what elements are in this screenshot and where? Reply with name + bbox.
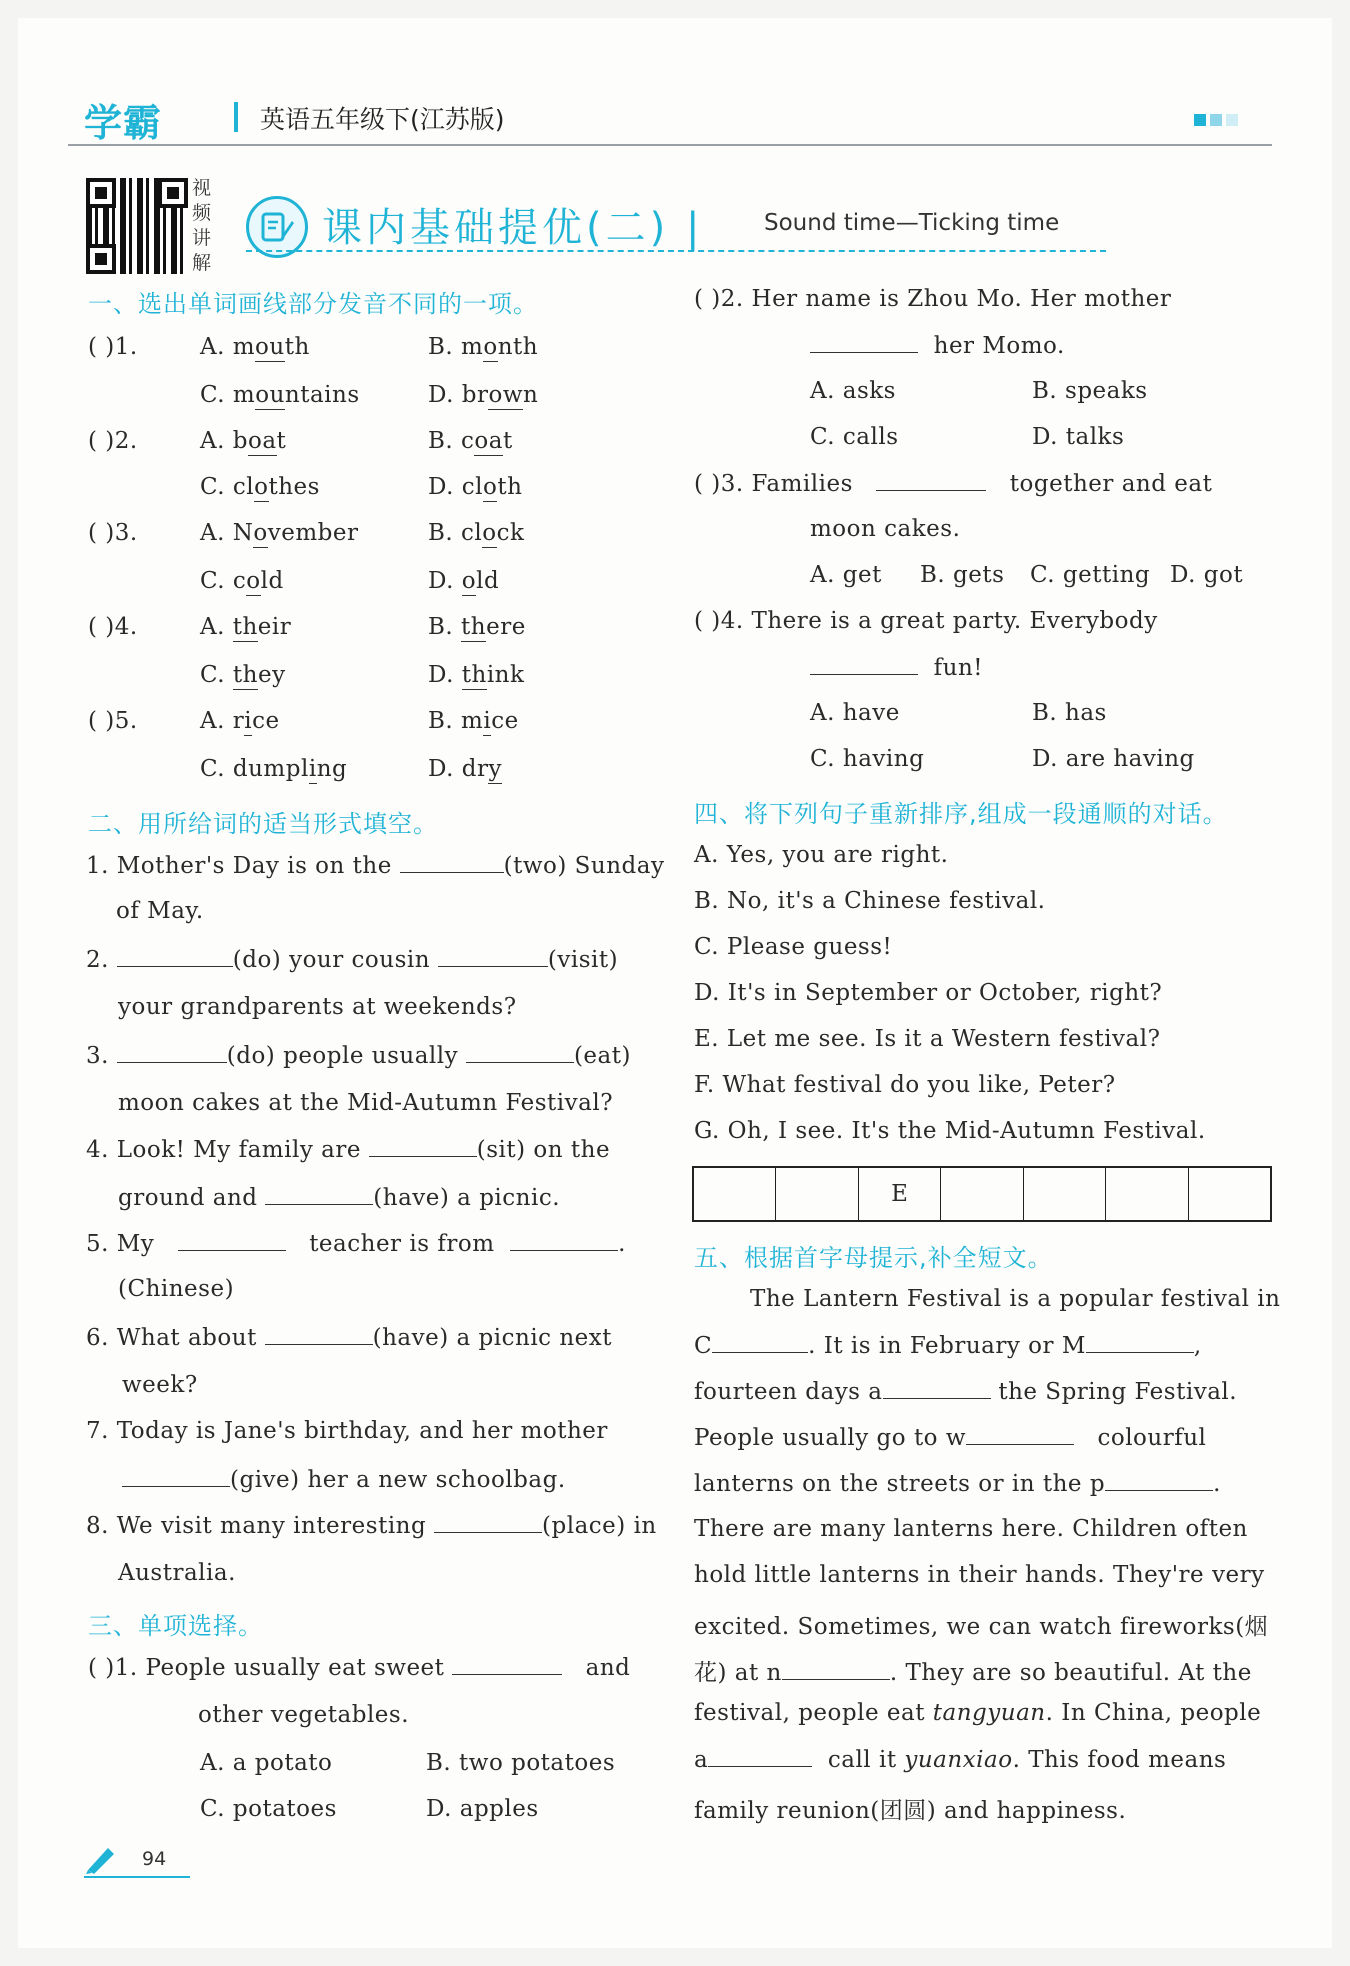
- option: C. potatoes: [200, 1796, 337, 1822]
- passage-line: family reunion(团圆) and happiness.: [694, 1798, 1127, 1824]
- s2-q7-cont: (give) her a new schoolbag.: [122, 1466, 566, 1493]
- passage-line: People usually go to w colourful: [694, 1425, 1207, 1451]
- option: D. got: [1170, 562, 1244, 588]
- section-1-title: 一、选出单词画线部分发音不同的一项。: [88, 290, 538, 318]
- s2-q4-cont: ground and (have) a picnic.: [118, 1185, 561, 1211]
- s3-q4: ( )4. There is a great party. Everybody: [694, 608, 1158, 634]
- passage-line: fourteen days a the Spring Festival.: [694, 1379, 1238, 1405]
- s2-q1-cont: of May.: [116, 898, 204, 924]
- option: B. has: [1032, 700, 1107, 726]
- s3-q3: ( )3. Families together and eat: [694, 471, 1213, 497]
- answer-blank[interactable]: [122, 1466, 230, 1487]
- answer-blank[interactable]: [1105, 1470, 1213, 1491]
- answer-blank[interactable]: [510, 1230, 618, 1251]
- page-number: 94: [142, 1848, 167, 1870]
- option: B. speaks: [1032, 378, 1148, 404]
- s2-q7: 7. Today is Jane's birthday, and her mother: [86, 1418, 608, 1444]
- option: D. are having: [1032, 746, 1195, 772]
- answer-blank[interactable]: [117, 946, 233, 967]
- answer-blank[interactable]: [265, 1184, 373, 1205]
- s3-q2: ( )2. Her name is Zhou Mo. Her mother: [694, 286, 1172, 312]
- s2-q1: 1. Mother's Day is on the (two) Sunday: [86, 853, 665, 879]
- passage-line: C . It is in February or M ,: [694, 1333, 1202, 1359]
- running-header: [68, 92, 1272, 146]
- answer-cell[interactable]: [694, 1168, 776, 1220]
- answer-blank[interactable]: [708, 1746, 812, 1767]
- answer-blank[interactable]: [876, 470, 986, 491]
- s2-q8-cont: Australia.: [118, 1560, 236, 1586]
- dialogue-line: E. Let me see. Is it a Western festival?: [694, 1026, 1161, 1052]
- option: C. having: [810, 746, 925, 772]
- answer-blank[interactable]: [1086, 1332, 1194, 1353]
- notebook-pencil-icon: [246, 196, 308, 258]
- answer-blank[interactable]: [117, 1042, 227, 1063]
- option: A. asks: [810, 378, 896, 404]
- section-5-title: 五、根据首字母提示,补全短文。: [694, 1244, 1053, 1272]
- qr-code-icon[interactable]: [86, 178, 188, 274]
- order-answer-table: [692, 1166, 1272, 1222]
- section-2-title: 二、用所给词的适当形式填空。: [88, 810, 438, 838]
- s2-q3-cont: moon cakes at the Mid-Autumn Festival?: [118, 1090, 614, 1116]
- dialogue-line: F. What festival do you like, Peter?: [694, 1072, 1116, 1098]
- banner-dashed-line: [246, 250, 1106, 252]
- s2-q5: 5. My teacher is from .: [86, 1231, 626, 1257]
- s2-q4: 4. Look! My family are (sit) on the: [86, 1137, 611, 1163]
- s3-q1: ( )1. People usually eat sweet and: [88, 1655, 631, 1681]
- dialogue-line: A. Yes, you are right.: [694, 842, 949, 868]
- option: D. talks: [1032, 424, 1125, 450]
- s3-q4-cont: fun!: [810, 654, 983, 681]
- answer-blank[interactable]: [369, 1136, 477, 1157]
- video-label: 视 频 讲 解: [192, 177, 212, 274]
- answer-cell[interactable]: [941, 1168, 1023, 1220]
- passage-line: a call it yuanxiao. This food means: [694, 1747, 1227, 1773]
- header-square-icon: [1194, 114, 1206, 126]
- s2-q6: 6. What about (have) a picnic next: [86, 1325, 613, 1351]
- answer-blank[interactable]: [782, 1659, 890, 1680]
- footer-line: [84, 1876, 190, 1878]
- s2-q8: 8. We visit many interesting (place) in: [86, 1513, 657, 1539]
- s3-q2-cont: her Momo.: [810, 332, 1065, 359]
- option: B. gets: [920, 562, 1005, 588]
- answer-cell[interactable]: [1024, 1168, 1106, 1220]
- answer-blank[interactable]: [466, 1042, 574, 1063]
- section-3-title: 三、单项选择。: [88, 1612, 263, 1640]
- answer-blank[interactable]: [434, 1512, 542, 1533]
- dialogue-line: C. Please guess!: [694, 934, 893, 960]
- passage-line: festival, people eat tangyuan. In China, people: [694, 1700, 1262, 1726]
- answer-cell[interactable]: [1189, 1168, 1270, 1220]
- answer-blank[interactable]: [810, 654, 918, 675]
- section-banner-subtitle: Sound time—Ticking time: [764, 210, 1060, 236]
- s2-q6-cont: week?: [122, 1372, 198, 1398]
- answer-blank[interactable]: [265, 1324, 373, 1345]
- pencil-icon: [84, 1844, 118, 1874]
- answer-blank[interactable]: [966, 1424, 1074, 1445]
- option: B. two potatoes: [426, 1750, 616, 1776]
- option: A. get: [810, 562, 882, 588]
- s2-q2: 2. (do) your cousin (visit): [86, 947, 619, 973]
- option: D. apples: [426, 1796, 539, 1822]
- answer-blank[interactable]: [712, 1332, 808, 1353]
- answer-blank[interactable]: [178, 1230, 286, 1251]
- section-banner-title: 课内基础提优(二) |: [322, 205, 704, 251]
- s2-q5-cont: (Chinese): [118, 1276, 235, 1302]
- answer-blank[interactable]: [400, 852, 504, 873]
- answer-blank[interactable]: [883, 1378, 991, 1399]
- s2-q3: 3. (do) people usually (eat): [86, 1043, 631, 1069]
- s3-q1-cont: other vegetables.: [198, 1702, 410, 1728]
- header-square-icon: [1210, 114, 1222, 126]
- passage-line: There are many lanterns here. Children often: [694, 1516, 1248, 1542]
- answer-blank[interactable]: [438, 946, 548, 967]
- s3-q3-cont: moon cakes.: [810, 516, 961, 542]
- section-4-title: 四、将下列句子重新排序,组成一段通顺的对话。: [694, 800, 1228, 828]
- dialogue-line: G. Oh, I see. It's the Mid-Autumn Festival.: [694, 1118, 1206, 1144]
- passage-line: The Lantern Festival is a popular festival in: [750, 1286, 1281, 1312]
- answer-cell[interactable]: [1106, 1168, 1188, 1220]
- option: C. calls: [810, 424, 899, 450]
- passage-line: lanterns on the streets or in the p .: [694, 1471, 1221, 1497]
- dialogue-line: B. No, it's a Chinese festival.: [694, 888, 1046, 914]
- passage-line: hold little lanterns in their hands. They're very: [694, 1562, 1265, 1588]
- answer-blank[interactable]: [810, 332, 918, 353]
- header-square-icon: [1226, 114, 1238, 126]
- option: A. have: [810, 700, 900, 726]
- brand-logo: 学霸: [84, 101, 163, 145]
- book-title: 英语五年级下(江苏版): [260, 105, 505, 134]
- s2-q2-cont: your grandparents at weekends?: [118, 994, 517, 1020]
- answer-cell: E: [859, 1168, 941, 1220]
- answer-blank[interactable]: [452, 1654, 562, 1675]
- header-divider: [234, 102, 238, 132]
- passage-line: 花) at n . They are so beautiful. At the: [694, 1660, 1252, 1686]
- dialogue-line: D. It's in September or October, right?: [694, 980, 1163, 1006]
- option: A. a potato: [200, 1750, 333, 1776]
- option: C. getting: [1030, 562, 1151, 588]
- answer-cell[interactable]: [776, 1168, 858, 1220]
- passage-line: excited. Sometimes, we can watch fireworks(烟: [694, 1614, 1269, 1640]
